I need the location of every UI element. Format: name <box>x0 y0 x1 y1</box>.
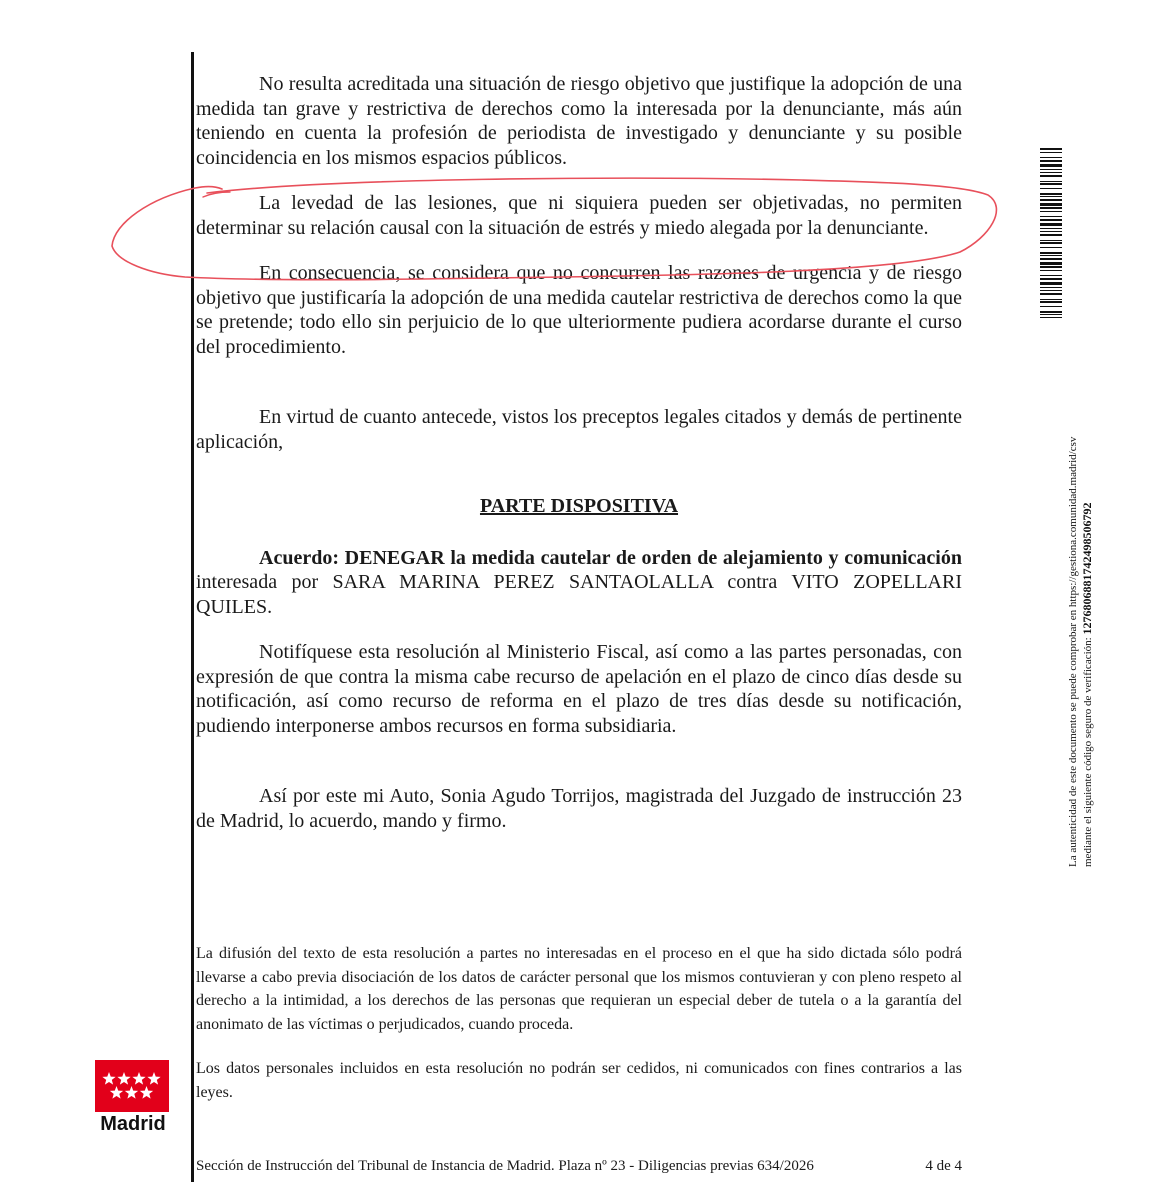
paragraph-consecuencia: En consecuencia, se considera que no concurren las razones de urgencia y de riesgo objetivo que justificaría la adopción de una medida cautelar restrictiva de derechos como la que se pretende; todo ello sin perjuicio de lo que ulteriormente pudiera acordarse durante el curso del procedimiento. <box>196 262 962 358</box>
barcode-bar <box>1040 278 1062 280</box>
barcode-bar <box>1040 317 1062 318</box>
barcode-bar <box>1040 270 1062 271</box>
barcode-bar <box>1040 290 1062 291</box>
logo-text: Madrid <box>100 1113 166 1135</box>
barcode-bar <box>1040 258 1062 260</box>
barcode-bar <box>1040 275 1062 276</box>
barcode-bar <box>1040 314 1062 315</box>
star-icon <box>147 1072 160 1085</box>
barcode-bar <box>1040 223 1062 226</box>
paragraph-virtud: En virtud de cuanto antecede, vistos los preceptos legales citados y demás de pertinente aplicación, <box>196 406 962 453</box>
barcode-bar <box>1040 211 1062 212</box>
barcode-bar <box>1040 188 1062 189</box>
barcode-bar <box>1040 301 1062 303</box>
barcode-bar <box>1040 181 1062 182</box>
paragraph-notifiquese: Notifíquese esta resolución al Ministerio Fiscal, así como a las partes personadas, con expresión de que contra la misma cabe recurso de apelación en el plazo de cinco días desde su notificación, así como recurso de reforma en el plazo de tres días desde su notificación, pudiendo interponerse ambos recursos en forma subsidiaria. <box>196 641 962 737</box>
barcode-bar <box>1040 228 1062 229</box>
madrid-logo <box>95 1060 169 1112</box>
star-icon <box>102 1072 115 1085</box>
barcode-bar <box>1040 306 1062 307</box>
barcode-icon <box>1040 148 1062 318</box>
section-heading: PARTE DISPOSITIVA <box>479 495 679 517</box>
verification-label: mediante el siguiente código seguro de verificación: <box>1082 634 1094 867</box>
barcode-bar <box>1040 183 1062 185</box>
stars-icon <box>95 1060 169 1112</box>
barcode-bar <box>1040 148 1062 150</box>
acuerdo-bold-text: Acuerdo: DENEGAR la medida cautelar de orden de alejamiento y comunicación <box>259 546 962 569</box>
legal-datos: Los datos personales incluidos en esta resolución no podrán ser cedidos, ni comunicados con fines contrarios a las leyes. <box>196 1060 962 1101</box>
barcode-bar <box>1040 157 1062 158</box>
document-body <box>196 72 962 833</box>
barcode-bar <box>1040 242 1062 244</box>
footer-page-number: 4 de 4 <box>925 1158 962 1174</box>
barcode-bar <box>1040 172 1062 173</box>
paragraph-riesgo: No resulta acreditada una situación de riesgo objetivo que justifique la adopción de una medida tan grave y restrictiva de derechos como la interesada por la denunciante, más aún teniendo en cuenta la profesión de periodista de investigado y denunciante y su posible coincidencia en los mismos espacios públicos. <box>196 73 962 169</box>
star-icon <box>125 1086 138 1099</box>
barcode-bar <box>1040 152 1062 153</box>
acuerdo-rest-text: interesada por SARA MARINA PEREZ SANTAOLALLA contra VITO ZOPELLARI QUILES. <box>196 571 962 618</box>
star-icon <box>140 1086 153 1099</box>
barcode-bar <box>1040 164 1062 167</box>
star-icon <box>117 1072 130 1085</box>
barcode-bar <box>1040 240 1062 241</box>
barcode-bar <box>1040 175 1062 177</box>
margin-line <box>191 52 194 1182</box>
barcode-bar <box>1040 231 1062 232</box>
verification-code: 1276806881742498506792 <box>1080 502 1094 635</box>
legal-notice <box>196 942 962 1104</box>
barcode-bar <box>1040 169 1062 170</box>
barcode-bar <box>1040 216 1062 217</box>
legal-difusion: La difusión del texto de esta resolución a partes no interesadas en el proceso en el que ha sido dictada sólo podrá llevarse a cabo previa disociación de los datos de carácter personal que los mismos contuvieran y con pleno respeto al derecho a la intimidad, a los derechos de las personas que requieran un especial deber de tutela o a la garantía del anonimato de las víctimas o perjudicados, cuando proceda. <box>196 945 962 1033</box>
paragraph-firma: Así por este mi Auto, Sonia Agudo Torrijos, magistrada del Juzgado de instrucción 23 de Madrid, lo acuerdo, mando y firmo. <box>196 785 962 832</box>
paragraph-acuerdo <box>196 546 962 620</box>
barcode-bar <box>1040 234 1062 236</box>
barcode-bar <box>1040 160 1062 162</box>
verification-sidebar <box>1066 367 1096 867</box>
barcode-bar <box>1040 207 1062 209</box>
barcode-bar <box>1040 266 1062 268</box>
footer-court: Sección de Instrucción del Tribunal de Instancia de Madrid. Plaza nº 23 - Diligencias previas 634/2026 <box>196 1158 814 1174</box>
star-icon <box>110 1086 123 1099</box>
barcode-bar <box>1040 287 1062 288</box>
barcode-bar <box>1040 311 1062 313</box>
barcode-bar <box>1040 293 1062 295</box>
barcode-bar <box>1040 282 1062 285</box>
barcode-bar <box>1040 203 1062 206</box>
barcode-bar <box>1040 247 1062 248</box>
barcode-bar <box>1040 193 1062 195</box>
barcode-bar <box>1040 262 1062 265</box>
barcode-bar <box>1040 299 1062 300</box>
paragraph-lesiones: La levedad de las lesiones, que ni siquiera pueden ser objetivadas, no permiten determinar su relación causal con la situación de estrés y miedo alegada por la denunciante. <box>196 192 962 239</box>
barcode-bar <box>1040 252 1062 254</box>
barcode-bar <box>1040 196 1062 197</box>
barcode-bar <box>1040 255 1062 256</box>
barcode-bar <box>1040 219 1062 221</box>
verification-line-1: La autenticidad de este documento se puede comprobar en https://gestiona.comunidad.madrid/csv <box>1067 436 1079 867</box>
star-icon <box>132 1072 145 1085</box>
barcode-bar <box>1040 199 1062 201</box>
page-footer <box>196 1157 962 1175</box>
